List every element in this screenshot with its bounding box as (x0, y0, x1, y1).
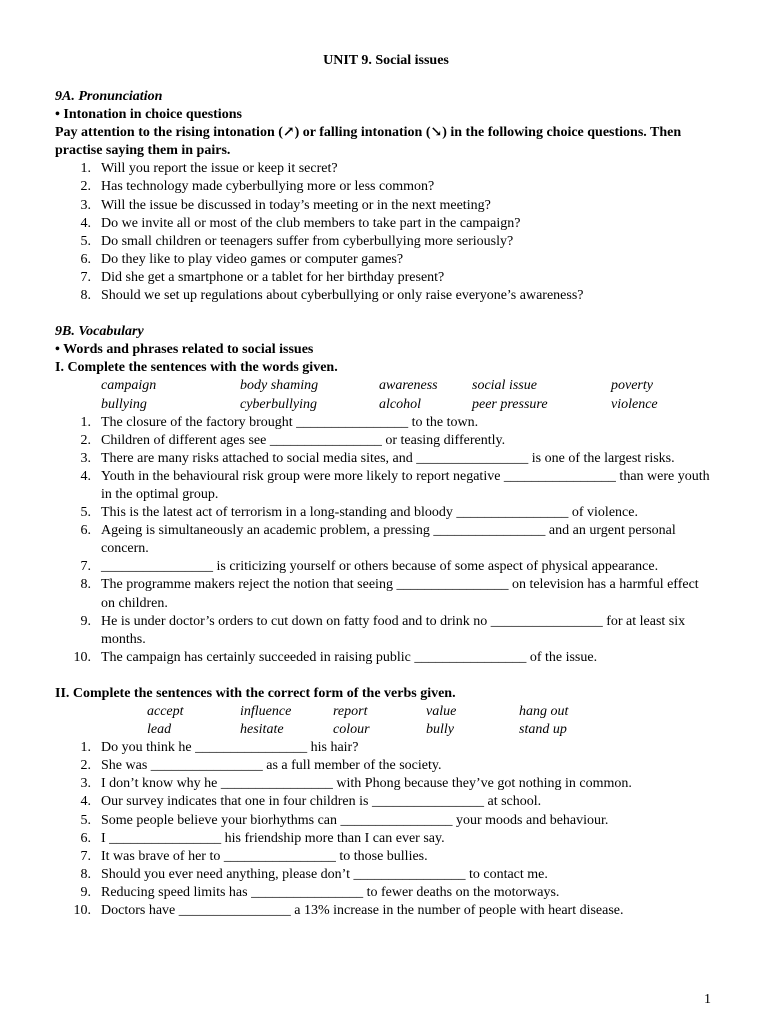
list-item: 1. The closure of the factory brought ________________ to the town. (80, 414, 479, 430)
list-item: 6. Ageing is simultaneously an academic problem, a pressing ________________ and an urgent personal concern. (80, 523, 676, 557)
list-item: 10. The campaign has certainly succeeded in raising public ________________ of the issue. (73, 649, 598, 665)
word-bank-1 (55, 377, 715, 413)
list-item: 3. Will the issue be discussed in today’s meeting or in the next meeting? (80, 197, 491, 213)
page-title: UNIT 9. Social issues (323, 53, 449, 68)
list-item: 2. Children of different ages see ________________ or teasing differently. (80, 432, 506, 448)
list-item: 4. Do we invite all or most of the club members to take part in the campaign? (80, 215, 521, 231)
word-bank-item: awareness (379, 378, 438, 394)
list-item: 2. She was ________________ as a full member of the society. (80, 758, 442, 774)
word-bank-item: peer pressure (472, 396, 548, 412)
exercise-1-list (55, 414, 715, 667)
word-bank-item: accept (147, 704, 184, 719)
page-number: 1 (704, 992, 711, 1007)
list-item: 5. Do small children or teenagers suffer from cyberbullying more seriously? (80, 233, 514, 249)
word-bank-item: colour (333, 722, 370, 738)
word-bank-2 (55, 703, 715, 739)
pronunciation-list (55, 160, 715, 305)
word-bank-item: bully (426, 722, 454, 738)
word-bank-item: poverty (611, 378, 653, 394)
list-item: 8. The programme makers reject the notion that seeing ________________ on television has a harmful effect on children. (80, 577, 699, 611)
exercise-1-instruction: I. Complete the sentences with the words given. (55, 360, 338, 376)
word-bank-item: lead (147, 722, 172, 738)
list-item: 7. Did she get a smartphone or a tablet for her birthday present? (80, 269, 445, 285)
spacer (55, 667, 715, 685)
list-item: 6. I ________________ his friendship more than I can ever say. (80, 830, 445, 846)
word-bank-item: violence (611, 396, 658, 412)
section-a-heading: 9A. Pronunciation (55, 89, 163, 104)
word-bank-item: value (426, 704, 457, 719)
list-item: 9. Reducing speed limits has ________________ to fewer deaths on the motorways. (80, 884, 560, 900)
list-item: 5. This is the latest act of terrorism in a long-standing and bloody ________________ of violence. (80, 505, 638, 521)
list-item: 4. Our survey indicates that one in four children is ________________ at school. (80, 794, 542, 810)
list-item: 8. Should you ever need anything, please don’t ________________ to contact me. (80, 866, 548, 882)
word-bank-item: social issue (472, 378, 537, 394)
word-bank-item: influence (240, 704, 292, 719)
list-item: 3. I don’t know why he ________________ with Phong because they’ve got nothing in common. (80, 776, 632, 792)
spacer (55, 70, 715, 88)
word-bank-item: stand up (519, 722, 567, 738)
word-bank-item: hesitate (240, 722, 284, 738)
section-b-subheading: • Words and phrases related to social issues (55, 342, 314, 358)
word-bank-item: bullying (101, 396, 147, 412)
word-bank-item: hang out (519, 704, 569, 719)
list-item: 9. He is under doctor’s orders to cut down on fatty food and to drink no ________________ for at least six months. (80, 613, 686, 647)
list-item: 6. Do they like to play video games or computer games? (80, 251, 404, 267)
list-item: 4. Youth in the behavioural risk group were more likely to report negative ________________ than were youth in the optimal group. (80, 468, 710, 502)
list-item: 1. Will you report the issue or keep it secret? (80, 161, 338, 177)
list-item: 10. Doctors have ________________ a 13% increase in the number of people with heart disease. (73, 903, 624, 919)
word-bank-item: campaign (101, 378, 157, 394)
word-bank-item: alcohol (379, 396, 421, 412)
word-bank-item: cyberbullying (240, 396, 317, 412)
list-item: 2. Has technology made cyberbullying more or less common? (80, 179, 435, 195)
section-b-heading: 9B. Vocabulary (55, 324, 144, 340)
list-item: 7. It was brave of her to ________________ to those bullies. (80, 848, 428, 864)
list-item: 3. There are many risks attached to social media sites, and ________________ is one of the largest risks. (80, 450, 675, 466)
document-page (55, 52, 715, 920)
exercise-2-instruction: II. Complete the sentences with the correct form of the verbs given. (55, 685, 456, 701)
section-a-subheading: • Intonation in choice questions (55, 107, 242, 123)
list-item: 8. Should we set up regulations about cyberbullying or only raise everyone’s awareness? (80, 288, 584, 304)
word-bank-item: report (333, 704, 368, 719)
section-a-instruction: Pay attention to the rising intonation (↗) or falling intonation (↘) in the following choice questions. Then practise saying them in pairs. (55, 125, 682, 159)
list-item: 5. Some people believe your biorhythms can ________________ your moods and behaviour. (80, 812, 609, 828)
list-item: 7. ________________ is criticizing yourself or others because of some aspect of physical appearance. (80, 559, 659, 575)
list-item: 1. Do you think he ________________ his hair? (80, 740, 359, 756)
exercise-2-list (55, 739, 715, 920)
spacer (55, 305, 715, 323)
word-bank-item: body shaming (240, 378, 319, 394)
